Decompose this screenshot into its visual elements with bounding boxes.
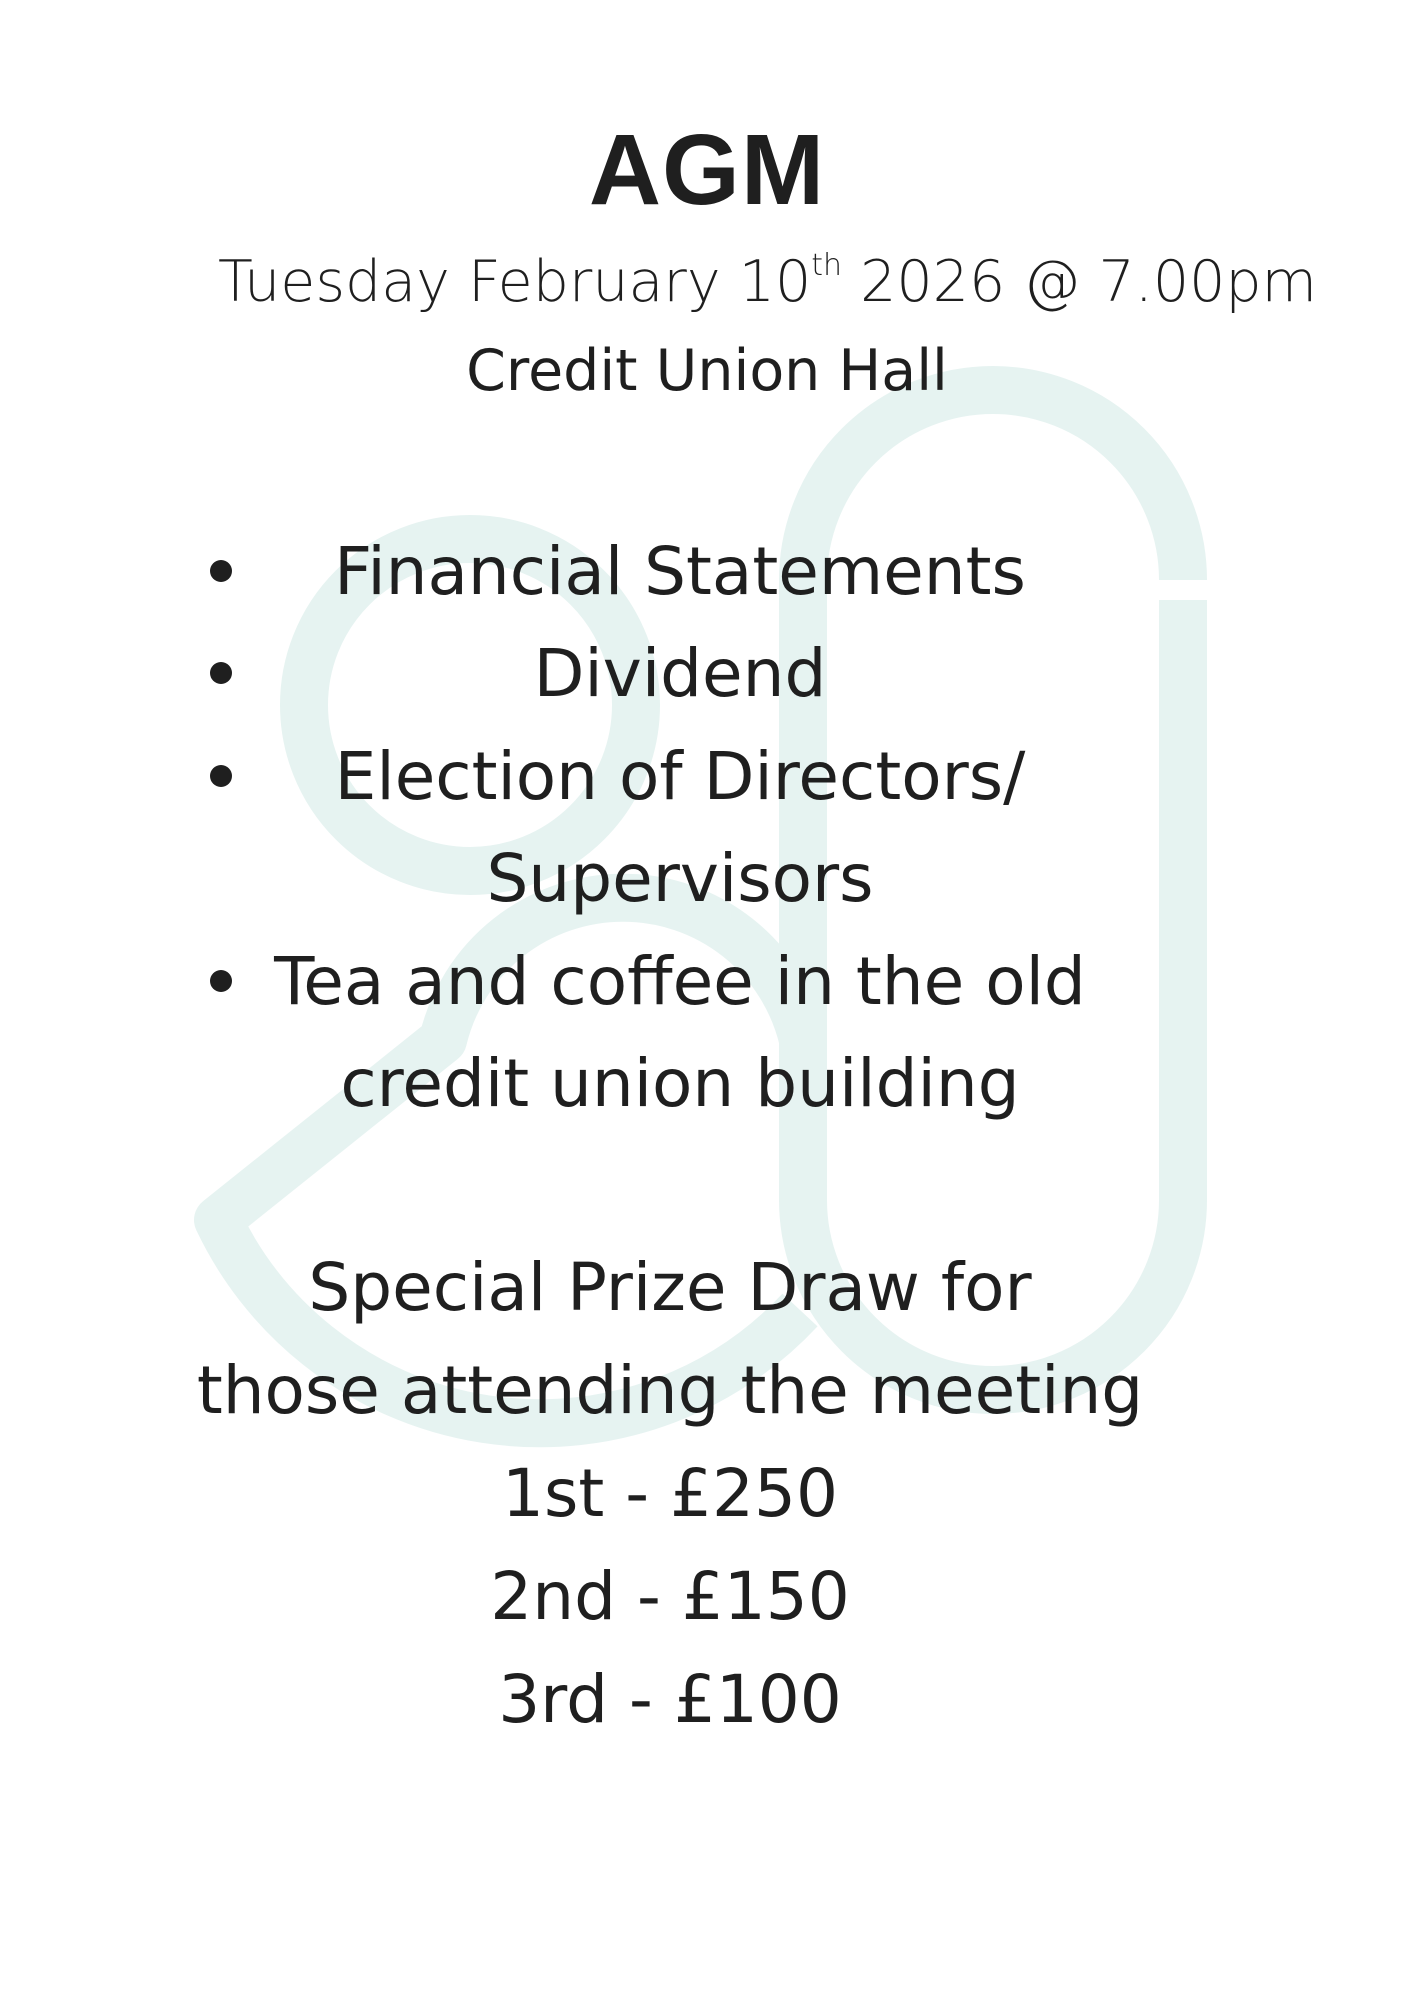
event-date-ordinal: th — [811, 248, 843, 283]
agenda-item-label: Tea and coffee in the old — [274, 943, 1086, 1020]
agenda-item-label-continued: Supervisors — [486, 840, 874, 917]
event-title: AGM — [588, 114, 826, 226]
bullet-icon — [210, 970, 232, 992]
agenda-item-label: Financial Statements — [334, 533, 1026, 610]
bullet-icon — [210, 765, 232, 787]
event-date — [218, 244, 1318, 320]
agenda-item-label-continued: credit union building — [340, 1045, 1020, 1122]
bullet-icon — [210, 662, 232, 684]
agenda-item-label: Election of Directors/ — [334, 738, 1026, 815]
event-venue: Credit Union Hall — [466, 338, 948, 404]
bullet-icon — [210, 560, 232, 582]
agenda-item-label: Dividend — [533, 635, 827, 712]
prize-first: 1st - £250 — [502, 1455, 838, 1532]
prize-second: 2nd - £150 — [490, 1558, 850, 1635]
event-date-prefix: Tuesday February 10 — [218, 249, 812, 315]
prize-draw-subheading: those attending the meeting — [196, 1352, 1144, 1429]
prize-draw-heading: Special Prize Draw for — [308, 1249, 1032, 1326]
event-date-time: 2026 @ 7.00pm — [842, 249, 1318, 315]
prize-third: 3rd - £100 — [498, 1661, 842, 1738]
